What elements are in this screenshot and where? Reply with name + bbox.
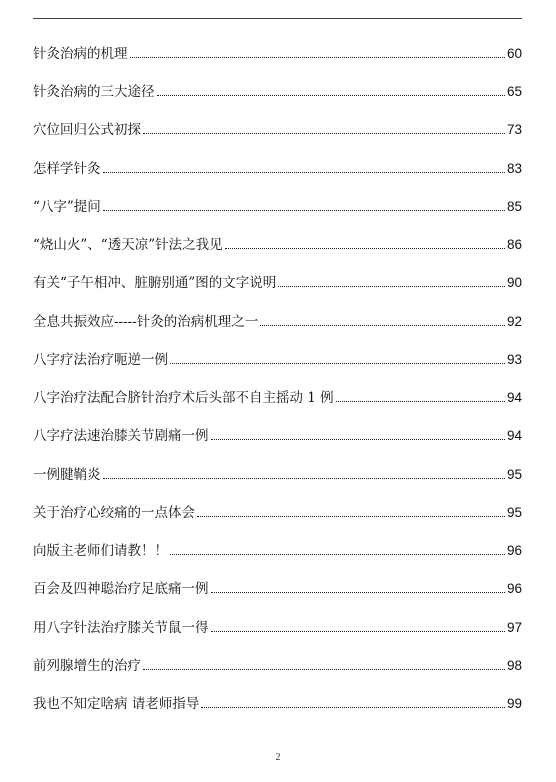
dot-leader: [225, 248, 505, 249]
toc-page-number: 96: [506, 543, 522, 559]
toc-page-number: 97: [506, 619, 522, 635]
toc-entry[interactable]: [33, 533, 522, 559]
toc-title: 针灸治病的三大途径: [33, 84, 155, 101]
header-rule: [33, 18, 522, 19]
dot-leader: [260, 325, 505, 326]
toc-title: 全息共振效应-----针灸的治病机理之一: [33, 313, 259, 330]
dot-leader: [170, 554, 505, 555]
toc-page-number: 93: [506, 351, 522, 367]
toc-title: “八字”提问: [33, 198, 101, 215]
toc-entry[interactable]: [33, 571, 522, 597]
dot-leader: [211, 439, 505, 440]
dot-leader: [336, 401, 505, 402]
toc-entry[interactable]: [33, 342, 522, 368]
dot-leader: [130, 57, 505, 58]
toc-page-number: 92: [506, 313, 522, 329]
toc-title: 穴位回归公式初探: [33, 122, 141, 139]
toc-page-number: 95: [506, 466, 522, 482]
toc-page-number: 98: [506, 657, 522, 673]
dot-leader: [103, 172, 505, 173]
toc-title: 关于治疗心绞痛的一点体会: [33, 504, 195, 521]
toc-page-number: 86: [506, 237, 522, 253]
dot-leader: [211, 592, 505, 593]
toc-entry[interactable]: [33, 304, 522, 330]
toc-title: 一例腱鞘炎: [33, 466, 101, 483]
dot-leader: [143, 669, 505, 670]
toc-entry[interactable]: [33, 380, 522, 406]
toc-entry[interactable]: [33, 189, 522, 215]
toc-title: 针灸治病的机理: [33, 46, 128, 62]
toc-title: 前列腺增生的治疗: [33, 657, 141, 674]
toc-title: 用八字针法治疗膝关节鼠一得: [33, 619, 209, 636]
toc-entry[interactable]: [33, 265, 522, 291]
toc-entry[interactable]: [33, 457, 522, 483]
toc-title: 百会及四神聪治疗足底痛一例: [33, 581, 209, 598]
toc-title: 我也不知定啥病 请老师指导: [33, 695, 200, 712]
dot-leader: [211, 631, 505, 632]
dot-leader: [103, 210, 505, 211]
toc-page-number: 83: [506, 160, 522, 176]
dot-leader: [201, 707, 505, 708]
toc-page-number: 73: [506, 122, 522, 138]
toc-title: 八字疗法治疗呃逆一例: [33, 351, 168, 368]
toc-entry[interactable]: [33, 227, 522, 253]
toc-page-number: 95: [506, 504, 522, 520]
toc-entry[interactable]: [33, 36, 522, 62]
toc-page-number: 60: [506, 46, 522, 61]
toc-page-number: 94: [506, 390, 522, 406]
toc-page-number: 65: [506, 84, 522, 100]
dot-leader: [103, 478, 505, 479]
toc-entry[interactable]: [33, 112, 522, 138]
toc-page-number: 94: [506, 428, 522, 444]
toc-title: 怎样学针灸: [33, 160, 101, 177]
toc-entry[interactable]: [33, 610, 522, 636]
toc-entry[interactable]: [33, 151, 522, 177]
toc-entry[interactable]: [33, 495, 522, 521]
toc-title: “烧山火”、“透天凉”针法之我见: [33, 237, 223, 254]
toc-page-number: 90: [506, 275, 522, 291]
toc-entry[interactable]: [33, 686, 522, 712]
table-of-contents: [33, 36, 522, 724]
toc-page-number: 85: [506, 198, 522, 214]
dot-leader: [197, 516, 505, 517]
toc-title: 八字疗法速治膝关节剧痛一例: [33, 428, 209, 445]
toc-page-number: 99: [506, 695, 522, 711]
dot-leader: [143, 133, 505, 134]
dot-leader: [157, 95, 505, 96]
toc-page-number: 96: [506, 581, 522, 597]
page-number: 2: [275, 752, 281, 763]
toc-title: 八字治疗法配合脐针治疗术后头部不自主摇动 1 例: [33, 390, 334, 407]
toc-entry[interactable]: [33, 74, 522, 100]
dot-leader: [170, 363, 505, 364]
dot-leader: [278, 286, 505, 287]
toc-title: 有关“子午相冲、脏腑别通”图的文字说明: [33, 275, 277, 292]
toc-title: 向版主老师们请教！！: [33, 543, 168, 560]
toc-entry[interactable]: [33, 418, 522, 444]
toc-entry[interactable]: [33, 648, 522, 674]
